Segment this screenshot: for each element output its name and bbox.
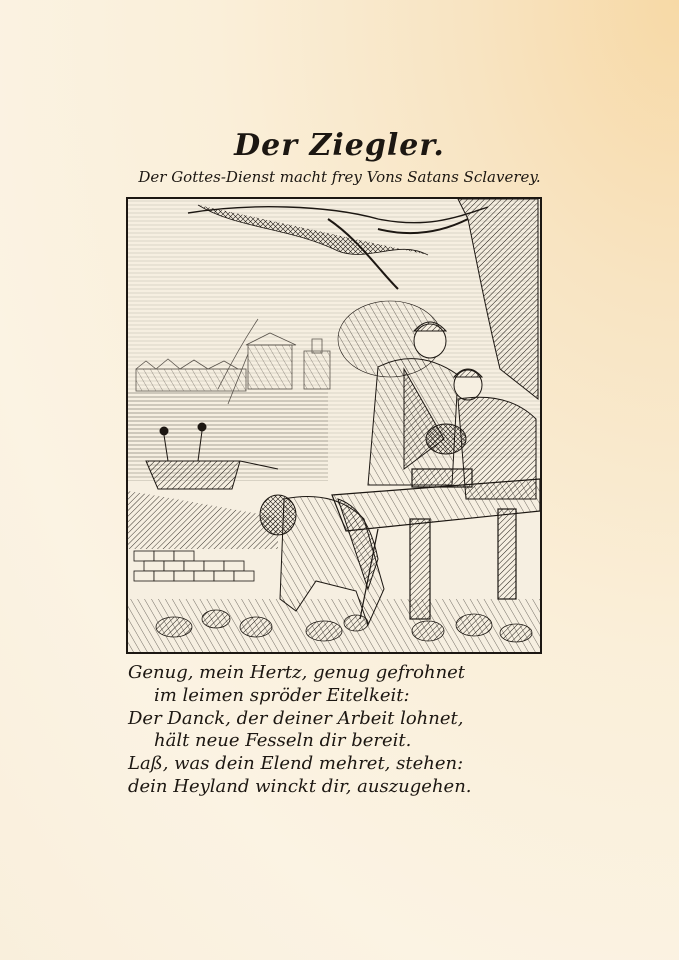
verse-line: Der Danck, der deiner Arbeit lohnet, (128, 707, 464, 729)
brickmaker-illustration (128, 199, 540, 652)
verse-line: dein Heyland winckt dir, auszugehen. (128, 775, 472, 797)
verse-line: hält neue Fesseln dir bereit. (154, 730, 412, 752)
verse-block (128, 662, 558, 799)
verse-line: Laß, was dein Elend mehret, stehen: (128, 753, 464, 775)
engraving-plate (126, 197, 542, 654)
motto-line: Der Gottes-Dienst macht frey Vons Satans Sclaverey. (138, 168, 541, 186)
brick-stack (134, 551, 254, 581)
verse-line: im leimen spröder Eitelkeit: (154, 684, 410, 706)
page-title: Der Ziegler. (234, 128, 445, 163)
verse-line: Genug, mein Hertz, genug gefrohnet (128, 662, 466, 683)
